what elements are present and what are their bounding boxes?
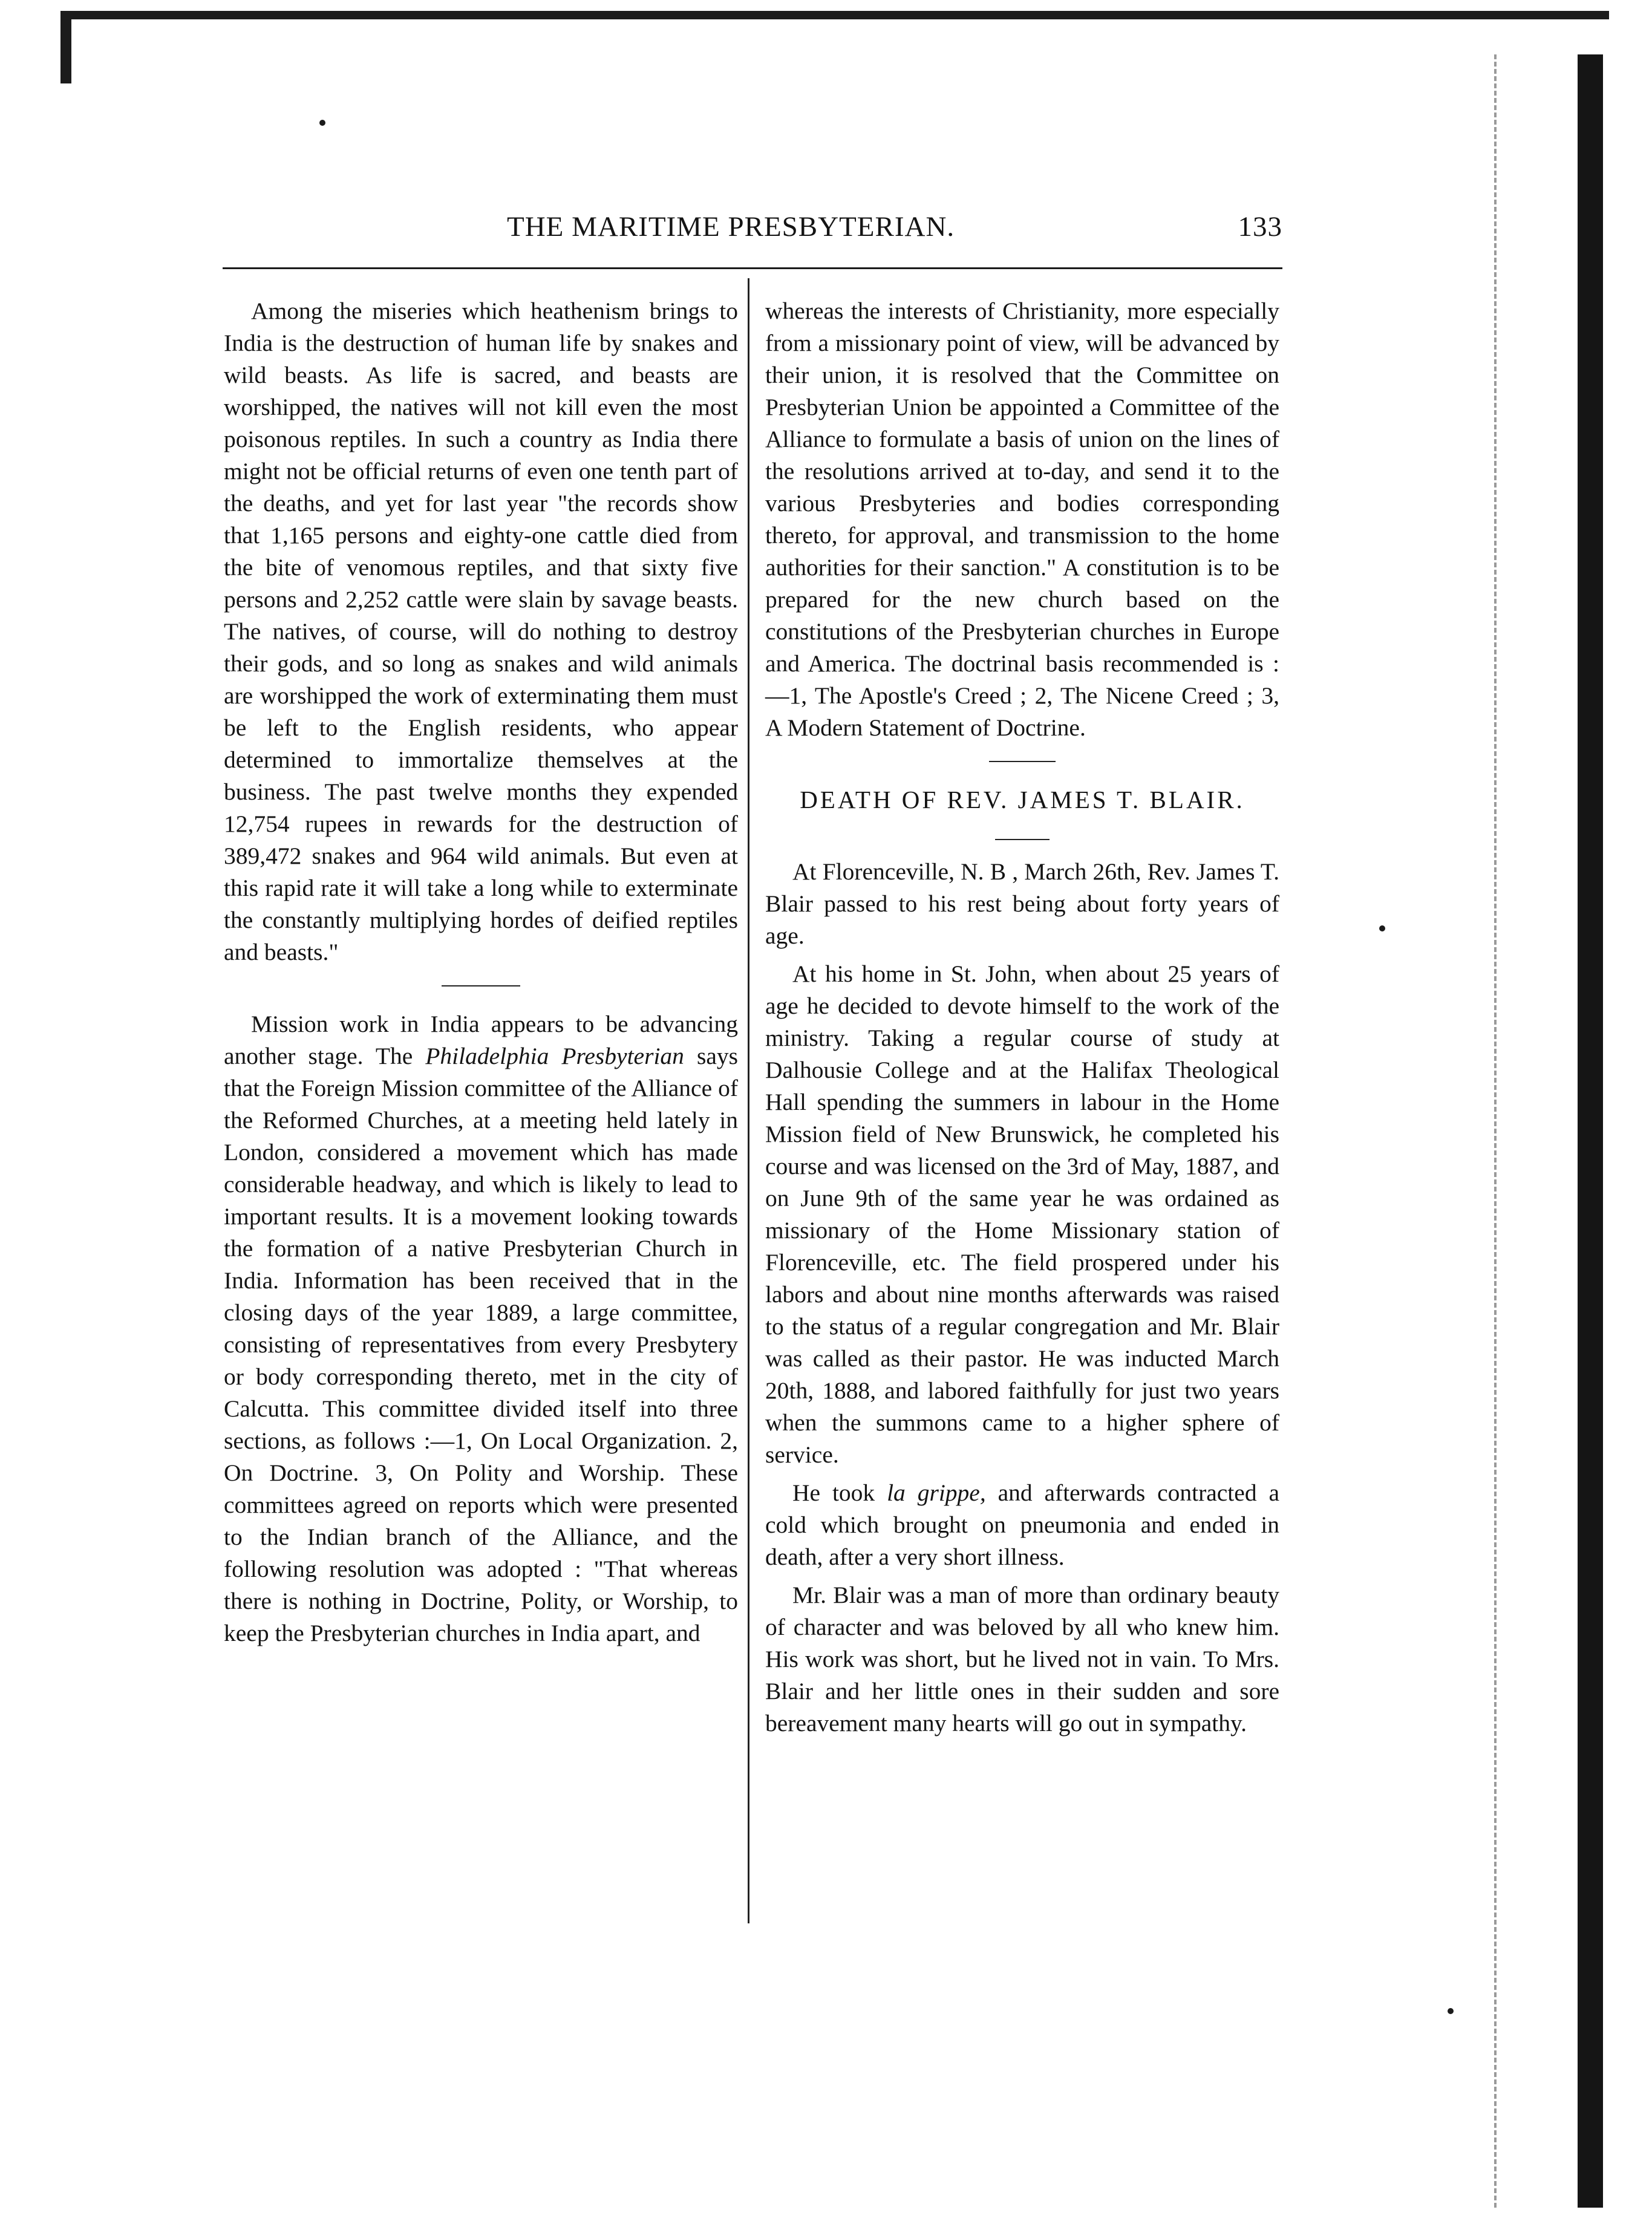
illness-rest: and afterwards contracted a cold which brought on pneumonia and ended in death, after a very short illness.	[765, 1479, 1279, 1570]
illness-start: He took	[792, 1479, 875, 1506]
running-head	[223, 210, 1282, 247]
continuation-paragraph: whereas the interests of Christianity, more especially from a missionary point of view, will be advanced by their union, it is resolved that the Committee on Presbyterian Union be appointed a Committee of the Alliance to formulate a basis of union on the lines of the resolutions arrived at to-day, and send it to the various Presbyteries and bodies corresponding thereto, for approval, and transmission to the home authorities for their sanction." A constitution is to be prepared for the new church based on the constitutions of the Presbyterian churches in Europe and America. The doctrinal basis recommended is :—1, The Apostle's Creed ; 2, The Nicene Creed ; 3, A Modern Statement of Doctrine.	[765, 298, 1279, 741]
page-number: 133	[1238, 211, 1282, 243]
scan-dot-lower	[1448, 2008, 1454, 2014]
scan-top-edge	[60, 11, 1609, 19]
column-divider	[748, 278, 749, 1923]
illness-name: la grippe,	[887, 1479, 986, 1506]
section-divider	[989, 761, 1056, 762]
scan-left-edge	[60, 11, 71, 83]
scan-right-edge	[1578, 54, 1603, 2208]
obituary-paragraph	[765, 1477, 1279, 1573]
page-title: THE MARITIME PRESBYTERIAN.	[507, 211, 955, 243]
scan-right-margin-speckle	[1494, 54, 1500, 2208]
left-column	[224, 295, 738, 1649]
mission-paragraph-rest: says that the Foreign Mission committee of the Alliance of the Reformed Churches, at a meeting held lately in London, considered a movement which has made considerable headway, and which is likely to lead to important results. It is a movement looking towards the formation of a native Presbyterian Church in India. Information has been received that in the closing days of the year 1889, a large committee, consisting of representatives from every Presbytery or body corresponding thereto, met in the city of Calcutta. This committee divided itself into three sections, as follows :—1, On Local Organization. 2, On Doctrine. 3, On Polity and Worship. These committees agreed on reports which were presented to the Indian branch of the Alliance, and the following resolution was adopted : "That whereas there is nothing in Doctrine, Polity, or Worship, to keep the Presbyterian churches in India apart, and	[224, 1043, 738, 1646]
section-divider	[442, 985, 520, 986]
obituary-paragraph: At Florenceville, N. B , March 26th, Rev. James T. Blair passed to his rest being about forty years of age.	[765, 858, 1279, 949]
obituary-paragraph: Mr. Blair was a man of more than ordinary beauty of character and was beloved by all who knew him. His work was short, but he lived not in vain. To Mrs. Blair and her little ones in their sudden and sore bereavement many hearts will go out in sympathy.	[765, 1582, 1279, 1736]
scan-dot-right	[1379, 925, 1385, 931]
header-rule	[223, 267, 1282, 269]
snakes-paragraph: Among the miseries which heathenism brings to India is the destruction of human life by snakes and wild beasts. As life is sacred, and beasts are worshipped, the natives will not kill even the most poisonous reptiles. In such a country as India there might not be official returns of even one tenth part of the deaths, and yet for last year "the records show that 1,165 persons and eighty-one cattle died from the bite of venomous reptiles, and that sixty five persons and 2,252 cattle were slain by savage beasts. The natives, of course, will do nothing to destroy their gods, and so long as snakes and wild animals are worshipped the work of exterminating them must be left to the English residents, who appear determined to immortalize themselves at the business. The past twelve months they expended 12,754 rupees in rewards for the destruction of 389,472 snakes and 964 wild animals. But even at this rapid rate it will take a long while to exterminate the constantly multiplying hordes of deified reptiles and beasts."	[224, 298, 738, 965]
scan-dot-top	[319, 120, 325, 126]
heading-rule	[995, 839, 1050, 840]
mission-paragraph	[224, 1008, 738, 1649]
obituary-heading: DEATH OF REV. JAMES T. BLAIR.	[800, 786, 1245, 814]
right-column	[765, 295, 1279, 1740]
mission-paragraph-start: Mission work in India appears to be advancing another stage. The	[224, 1011, 738, 1069]
obituary-paragraph: At his home in St. John, when about 25 years of age he decided to devote himself to the work of the ministry. Taking a regular course of study at Dalhousie College and at the Halifax Theological Hall spending the summers in labour in the Home Mission field of New Brunswick, he completed his course and was licensed on the 3rd of May, 1887, and on June 9th of the same year he was ordained as missionary of the Home Missionary station of Florenceville, etc. The field prospered under his labors and about nine months afterwards was raised to the status of a regular congregation and Mr. Blair was called as their pastor. He was inducted March 20th, 1888, and labored faithfully for just two years when the summons came to a higher sphere of service.	[765, 960, 1279, 1468]
source-publication: Philadelphia Presbyterian	[425, 1043, 684, 1069]
